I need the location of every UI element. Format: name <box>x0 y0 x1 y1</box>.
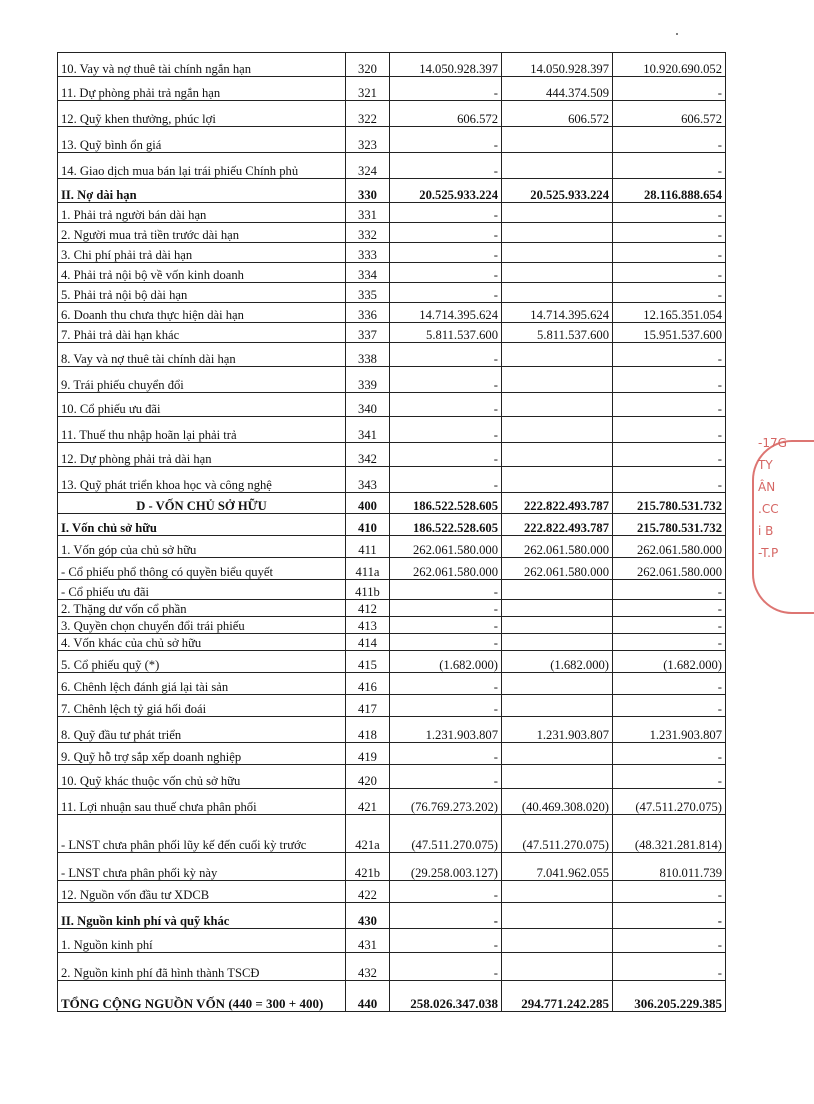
table-row <box>58 303 726 323</box>
amount-col-1: - <box>390 393 502 417</box>
amount-col-1: 606.572 <box>390 101 502 127</box>
line-item-name: 2. Thặng dư vốn cổ phần <box>58 600 346 617</box>
amount-col-1: - <box>390 283 502 303</box>
amount-col-2 <box>502 743 613 765</box>
amount-col-2 <box>502 127 613 153</box>
scan-speck <box>676 33 678 35</box>
line-item-name: II. Nguồn kinh phí và quỹ khác <box>58 903 346 929</box>
table-row <box>58 903 726 929</box>
line-item-name: 10. Cổ phiếu ưu đãi <box>58 393 346 417</box>
amount-col-3: - <box>613 580 726 600</box>
amount-col-2: 262.061.580.000 <box>502 536 613 558</box>
line-item-code: 324 <box>346 153 390 179</box>
line-item-name: 10. Quỹ khác thuộc vốn chủ sở hữu <box>58 765 346 789</box>
amount-col-3: - <box>613 203 726 223</box>
line-item-code: 430 <box>346 903 390 929</box>
line-item-name: 2. Nguồn kinh phí đã hình thành TSCĐ <box>58 953 346 981</box>
amount-col-2 <box>502 467 613 493</box>
line-item-name: 13. Quỹ bình ổn giá <box>58 127 346 153</box>
line-item-name: TỔNG CỘNG NGUỒN VỐN (440 = 300 + 400) <box>58 981 346 1012</box>
line-item-name: 11. Dự phòng phải trả ngắn hạn <box>58 77 346 101</box>
line-item-name: 7. Chênh lệch tỷ giá hối đoái <box>58 695 346 717</box>
amount-col-1: 186.522.528.605 <box>390 514 502 536</box>
amount-col-2 <box>502 765 613 789</box>
line-item-name: 9. Quỹ hỗ trợ sắp xếp doanh nghiệp <box>58 743 346 765</box>
amount-col-2: 444.374.509 <box>502 77 613 101</box>
line-item-name: 4. Vốn khác của chủ sở hữu <box>58 634 346 651</box>
amount-col-2: 294.771.242.285 <box>502 981 613 1012</box>
seal-text-line: .CC <box>758 502 779 516</box>
line-item-code: 414 <box>346 634 390 651</box>
table-row <box>58 981 726 1012</box>
amount-col-1: - <box>390 903 502 929</box>
line-item-name: 6. Chênh lệch đánh giá lại tài sản <box>58 673 346 695</box>
line-item-code: 417 <box>346 695 390 717</box>
amount-col-3: 215.780.531.732 <box>613 493 726 514</box>
amount-col-1: 1.231.903.807 <box>390 717 502 743</box>
amount-col-2 <box>502 417 613 443</box>
table-row <box>58 393 726 417</box>
amount-col-1: - <box>390 343 502 367</box>
line-item-name: 1. Vốn góp của chủ sở hữu <box>58 536 346 558</box>
line-item-name: D - VỐN CHỦ SỞ HỮU <box>58 493 346 514</box>
amount-col-1: 14.714.395.624 <box>390 303 502 323</box>
table-row <box>58 514 726 536</box>
line-item-code: 421 <box>346 789 390 815</box>
line-item-code: 336 <box>346 303 390 323</box>
table-row <box>58 343 726 367</box>
amount-col-3: (48.321.281.814) <box>613 815 726 853</box>
amount-col-2 <box>502 953 613 981</box>
line-item-code: 421a <box>346 815 390 853</box>
amount-col-3: - <box>613 881 726 903</box>
line-item-name: 4. Phải trả nội bộ về vốn kinh doanh <box>58 263 346 283</box>
amount-col-1: 14.050.928.397 <box>390 53 502 77</box>
amount-col-2: 7.041.962.055 <box>502 853 613 881</box>
line-item-code: 411 <box>346 536 390 558</box>
table-row <box>58 673 726 695</box>
line-item-code: 413 <box>346 617 390 634</box>
amount-col-2 <box>502 600 613 617</box>
amount-col-1: - <box>390 881 502 903</box>
line-item-name: 8. Quỹ đầu tư phát triển <box>58 717 346 743</box>
amount-col-3: - <box>613 223 726 243</box>
line-item-code: 323 <box>346 127 390 153</box>
amount-col-2: 5.811.537.600 <box>502 323 613 343</box>
line-item-name: 7. Phải trả dài hạn khác <box>58 323 346 343</box>
table-row <box>58 580 726 600</box>
table-row <box>58 417 726 443</box>
line-item-code: 410 <box>346 514 390 536</box>
amount-col-1: - <box>390 695 502 717</box>
amount-col-1: - <box>390 263 502 283</box>
line-item-name: 5. Phải trả nội bộ dài hạn <box>58 283 346 303</box>
amount-col-2 <box>502 153 613 179</box>
amount-col-2 <box>502 903 613 929</box>
seal-text-line: TY <box>758 458 773 472</box>
amount-col-1: 258.026.347.038 <box>390 981 502 1012</box>
amount-col-1: - <box>390 600 502 617</box>
line-item-code: 422 <box>346 881 390 903</box>
line-item-code: 412 <box>346 600 390 617</box>
table-row <box>58 153 726 179</box>
amount-col-1: - <box>390 367 502 393</box>
table-row <box>58 617 726 634</box>
table-row <box>58 101 726 127</box>
line-item-code: 321 <box>346 77 390 101</box>
line-item-code: 400 <box>346 493 390 514</box>
amount-col-3: - <box>613 634 726 651</box>
amount-col-3: - <box>613 673 726 695</box>
amount-col-1: - <box>390 223 502 243</box>
amount-col-1: - <box>390 673 502 695</box>
seal-text-line: ÂN <box>758 480 776 494</box>
amount-col-3: - <box>613 953 726 981</box>
line-item-name: 5. Cổ phiếu quỹ (*) <box>58 651 346 673</box>
amount-col-1: - <box>390 77 502 101</box>
table-row <box>58 651 726 673</box>
line-item-name: - LNST chưa phân phối lũy kế đến cuối kỳ trước <box>58 815 346 853</box>
amount-col-2: 222.822.493.787 <box>502 514 613 536</box>
amount-col-2: (47.511.270.075) <box>502 815 613 853</box>
table-row <box>58 881 726 903</box>
amount-col-2 <box>502 367 613 393</box>
amount-col-1: 262.061.580.000 <box>390 558 502 580</box>
table-row <box>58 283 726 303</box>
amount-col-1: (29.258.003.127) <box>390 853 502 881</box>
amount-col-3: - <box>613 127 726 153</box>
table-row <box>58 493 726 514</box>
line-item-code: 418 <box>346 717 390 743</box>
line-item-name: 8. Vay và nợ thuê tài chính dài hạn <box>58 343 346 367</box>
table-row <box>58 717 726 743</box>
line-item-code: 338 <box>346 343 390 367</box>
seal-text-line: -T.P <box>758 546 779 560</box>
line-item-name: II. Nợ dài hạn <box>58 179 346 203</box>
table-row <box>58 953 726 981</box>
amount-col-3: 10.920.690.052 <box>613 53 726 77</box>
table-row <box>58 536 726 558</box>
amount-col-1: 20.525.933.224 <box>390 179 502 203</box>
line-item-code: 340 <box>346 393 390 417</box>
amount-col-3: - <box>613 695 726 717</box>
amount-col-1: - <box>390 467 502 493</box>
line-item-name: 13. Quỹ phát triển khoa học và công nghệ <box>58 467 346 493</box>
table-row <box>58 223 726 243</box>
amount-col-3: 15.951.537.600 <box>613 323 726 343</box>
amount-col-3: - <box>613 765 726 789</box>
amount-col-1: - <box>390 743 502 765</box>
seal-text <box>752 432 787 564</box>
line-item-name: 11. Lợi nhuận sau thuế chưa phân phối <box>58 789 346 815</box>
amount-col-3: - <box>613 929 726 953</box>
line-item-name: 2. Người mua trả tiền trước dài hạn <box>58 223 346 243</box>
line-item-code: 419 <box>346 743 390 765</box>
table-row <box>58 789 726 815</box>
amount-col-3: 1.231.903.807 <box>613 717 726 743</box>
amount-col-3: 810.011.739 <box>613 853 726 881</box>
line-item-code: 322 <box>346 101 390 127</box>
line-item-code: 333 <box>346 243 390 263</box>
amount-col-2 <box>502 929 613 953</box>
amount-col-3: - <box>613 600 726 617</box>
line-item-name: - Cổ phiếu phổ thông có quyền biểu quyết <box>58 558 346 580</box>
amount-col-2: 20.525.933.224 <box>502 179 613 203</box>
amount-col-1: - <box>390 127 502 153</box>
amount-col-3: - <box>613 283 726 303</box>
line-item-code: 342 <box>346 443 390 467</box>
line-item-name: 1. Nguồn kinh phí <box>58 929 346 953</box>
line-item-name: - LNST chưa phân phối kỳ này <box>58 853 346 881</box>
amount-col-1: - <box>390 243 502 263</box>
amount-col-2 <box>502 203 613 223</box>
line-item-code: 335 <box>346 283 390 303</box>
amount-col-3: - <box>613 443 726 467</box>
amount-col-2: 14.050.928.397 <box>502 53 613 77</box>
table-row <box>58 179 726 203</box>
line-item-name: 1. Phải trả người bán dài hạn <box>58 203 346 223</box>
amount-col-3: - <box>613 417 726 443</box>
amount-col-1: 186.522.528.605 <box>390 493 502 514</box>
line-item-name: 9. Trái phiếu chuyển đổi <box>58 367 346 393</box>
amount-col-1: - <box>390 580 502 600</box>
line-item-name: 3. Quyền chọn chuyển đổi trái phiếu <box>58 617 346 634</box>
line-item-code: 330 <box>346 179 390 203</box>
line-item-code: 337 <box>346 323 390 343</box>
amount-col-3: - <box>613 467 726 493</box>
amount-col-3: 306.205.229.385 <box>613 981 726 1012</box>
amount-col-2: (40.469.308.020) <box>502 789 613 815</box>
amount-col-1: - <box>390 417 502 443</box>
line-item-code: 320 <box>346 53 390 77</box>
amount-col-2 <box>502 881 613 903</box>
amount-col-2: 1.231.903.807 <box>502 717 613 743</box>
line-item-code: 331 <box>346 203 390 223</box>
line-item-code: 431 <box>346 929 390 953</box>
line-item-code: 334 <box>346 263 390 283</box>
table-row <box>58 243 726 263</box>
line-item-code: 343 <box>346 467 390 493</box>
table-row <box>58 323 726 343</box>
amount-col-1: - <box>390 153 502 179</box>
amount-col-2 <box>502 673 613 695</box>
amount-col-2 <box>502 243 613 263</box>
capital-sources-table <box>57 52 726 1012</box>
table-row <box>58 853 726 881</box>
amount-col-3: - <box>613 393 726 417</box>
table-row <box>58 815 726 853</box>
amount-col-2: 222.822.493.787 <box>502 493 613 514</box>
line-item-name: 10. Vay và nợ thuê tài chính ngắn hạn <box>58 53 346 77</box>
table-row <box>58 743 726 765</box>
table-row <box>58 203 726 223</box>
table-row <box>58 443 726 467</box>
table-row <box>58 367 726 393</box>
table-row <box>58 263 726 283</box>
balance-sheet-continuation <box>57 52 725 1012</box>
amount-col-3: - <box>613 367 726 393</box>
amount-col-1: - <box>390 953 502 981</box>
table-row <box>58 77 726 101</box>
amount-col-2 <box>502 634 613 651</box>
table-row <box>58 600 726 617</box>
line-item-code: 440 <box>346 981 390 1012</box>
line-item-name: 6. Doanh thu chưa thực hiện dài hạn <box>58 303 346 323</box>
table-row <box>58 634 726 651</box>
amount-col-1: - <box>390 203 502 223</box>
line-item-name: 12. Dự phòng phải trả dài hạn <box>58 443 346 467</box>
amount-col-2: 14.714.395.624 <box>502 303 613 323</box>
seal-text-line: i B <box>758 524 774 538</box>
amount-col-1: 262.061.580.000 <box>390 536 502 558</box>
amount-col-1: (47.511.270.075) <box>390 815 502 853</box>
amount-col-1: - <box>390 765 502 789</box>
amount-col-2 <box>502 695 613 717</box>
amount-col-3: 12.165.351.054 <box>613 303 726 323</box>
amount-col-2 <box>502 580 613 600</box>
red-seal-stamp <box>752 432 787 622</box>
line-item-code: 420 <box>346 765 390 789</box>
line-item-code: 339 <box>346 367 390 393</box>
amount-col-2: (1.682.000) <box>502 651 613 673</box>
amount-col-3: - <box>613 903 726 929</box>
line-item-name: - Cổ phiếu ưu đãi <box>58 580 346 600</box>
table-row <box>58 558 726 580</box>
line-item-name: 14. Giao dịch mua bán lại trái phiếu Chính phủ <box>58 153 346 179</box>
line-item-code: 411b <box>346 580 390 600</box>
seal-text-line: -17G <box>758 436 787 450</box>
amount-col-2: 262.061.580.000 <box>502 558 613 580</box>
amount-col-3: - <box>613 263 726 283</box>
amount-col-3: - <box>613 617 726 634</box>
amount-col-2 <box>502 443 613 467</box>
table-row <box>58 929 726 953</box>
table-row <box>58 467 726 493</box>
amount-col-3: 215.780.531.732 <box>613 514 726 536</box>
amount-col-3: 262.061.580.000 <box>613 558 726 580</box>
amount-col-3: 262.061.580.000 <box>613 536 726 558</box>
amount-col-3: - <box>613 343 726 367</box>
line-item-name: I. Vốn chủ sở hữu <box>58 514 346 536</box>
amount-col-2 <box>502 283 613 303</box>
amount-col-3: (47.511.270.075) <box>613 789 726 815</box>
amount-col-2: 606.572 <box>502 101 613 127</box>
amount-col-3: - <box>613 743 726 765</box>
line-item-code: 421b <box>346 853 390 881</box>
table-row <box>58 53 726 77</box>
amount-col-1: 5.811.537.600 <box>390 323 502 343</box>
amount-col-3: 28.116.888.654 <box>613 179 726 203</box>
amount-col-1: - <box>390 443 502 467</box>
table-row <box>58 695 726 717</box>
amount-col-1: (1.682.000) <box>390 651 502 673</box>
line-item-code: 432 <box>346 953 390 981</box>
amount-col-1: - <box>390 617 502 634</box>
amount-col-2 <box>502 223 613 243</box>
amount-col-3: 606.572 <box>613 101 726 127</box>
table-row <box>58 765 726 789</box>
line-item-name: 3. Chi phí phải trả dài hạn <box>58 243 346 263</box>
table-row <box>58 127 726 153</box>
table-body <box>58 53 726 1012</box>
line-item-code: 341 <box>346 417 390 443</box>
amount-col-3: (1.682.000) <box>613 651 726 673</box>
line-item-name: 12. Quỹ khen thưởng, phúc lợi <box>58 101 346 127</box>
amount-col-3: - <box>613 153 726 179</box>
amount-col-2 <box>502 393 613 417</box>
line-item-code: 416 <box>346 673 390 695</box>
line-item-name: 11. Thuế thu nhập hoãn lại phải trả <box>58 417 346 443</box>
amount-col-3: - <box>613 243 726 263</box>
line-item-code: 332 <box>346 223 390 243</box>
line-item-code: 415 <box>346 651 390 673</box>
amount-col-2 <box>502 263 613 283</box>
amount-col-2 <box>502 343 613 367</box>
amount-col-1: - <box>390 929 502 953</box>
amount-col-1: - <box>390 634 502 651</box>
line-item-name: 12. Nguồn vốn đầu tư XDCB <box>58 881 346 903</box>
amount-col-1: (76.769.273.202) <box>390 789 502 815</box>
amount-col-3: - <box>613 77 726 101</box>
amount-col-2 <box>502 617 613 634</box>
line-item-code: 411a <box>346 558 390 580</box>
